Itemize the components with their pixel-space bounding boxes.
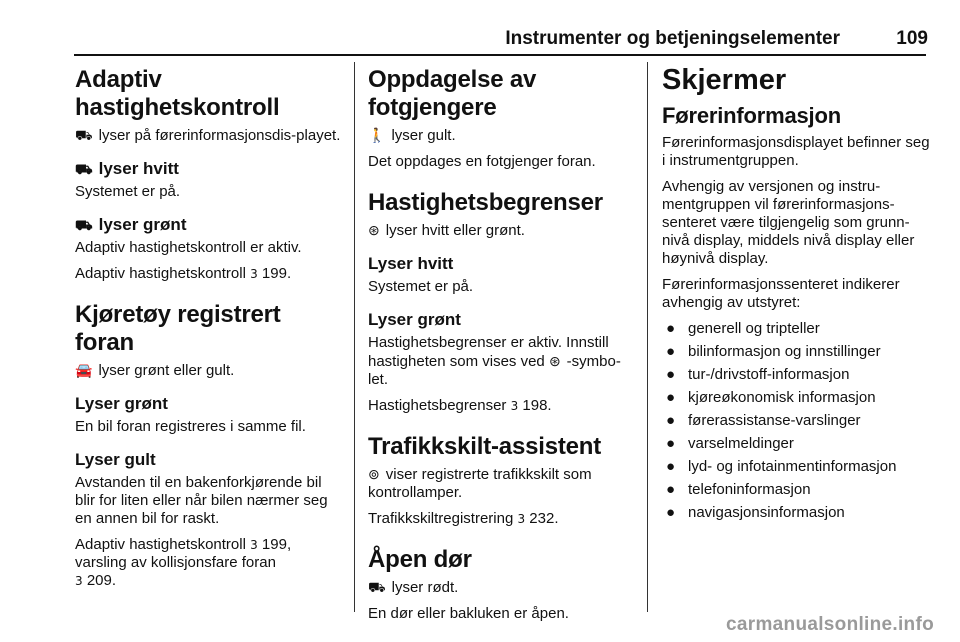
paragraph: ⊛ lyser hvitt eller grønt. (368, 222, 525, 239)
subheading: Lyser gult (75, 450, 156, 469)
door-open-icon: ⛟ (368, 579, 386, 595)
subheading: Lyser grønt (368, 310, 461, 329)
xref-arrow-icon: 3 (510, 399, 519, 413)
chapter-title: Instrumenter og betjeningselementer (505, 28, 840, 49)
section-heading: Oppdagelse av fotgjengere (368, 66, 537, 121)
column-3 (662, 62, 932, 527)
header-rule (74, 54, 926, 56)
bullet-icon: ● (666, 504, 676, 521)
subheading: Lyser hvitt (368, 254, 454, 273)
list-item: ● førerassistanse-varslinger (666, 412, 861, 429)
paragraph: Førerinformasjonssenteret indikerer avhengig av utstyret: (662, 276, 900, 311)
vehicle-ahead-icon: 🚘 (75, 362, 93, 378)
column-divider (354, 62, 355, 612)
paragraph: 🚘 lyser grønt eller gult. (75, 362, 235, 379)
subheading: Lyser grønt (75, 394, 168, 413)
xref-arrow-icon: 3 (250, 267, 258, 281)
speed-limiter-icon: ⊛ (548, 353, 561, 369)
section-heading: Førerinformasjon (662, 103, 841, 128)
paragraph: Avhengig av versjonen og instru-mentgruppen vil førerinformasjons-senteret være tilgjengelig som grunn-nivå display, middels nivå display eller høynivå display. (662, 178, 915, 267)
watermark: carmanualsonline.info (726, 614, 934, 635)
chapter-heading: Skjermer (662, 64, 787, 96)
paragraph: Hastighetsbegrenser er aktiv. Innstill hastigheten som vises ved ⊛ -symbo-let. (368, 334, 621, 388)
page-header (0, 26, 960, 54)
pedestrian-icon: 🚶 (368, 127, 386, 143)
cross-reference[interactable]: Trafikkskiltregistrering 3 232. (368, 510, 559, 527)
speed-limiter-icon: ⊛ (368, 222, 380, 238)
xref-arrow-icon: 3 (75, 574, 83, 588)
section-heading: Trafikkskilt-assistent (368, 433, 602, 460)
paragraph: Avstanden til en bakenforkjørende bil blir for liten eller når bilen nærmer seg en annen bil for raskt. (75, 474, 328, 527)
paragraph: Systemet er på. (368, 278, 474, 295)
list-item: ● generell og tripteller (666, 320, 820, 337)
bullet-icon: ● (666, 389, 676, 406)
list-item: ● navigasjonsinformasjon (666, 504, 845, 521)
list-item: ● telefoninformasjon (666, 481, 811, 498)
cross-reference[interactable]: Adaptiv hastighetskontroll 3 199, varsling av kollisjonsfare foran 3 209. (75, 536, 292, 589)
paragraph: En dør eller bakluken er åpen. (368, 605, 569, 622)
list-item: ● tur-/drivstoff-informasjon (666, 366, 850, 383)
xref-arrow-icon: 3 (250, 538, 258, 552)
section-heading: Hastighetsbegrenser (368, 189, 603, 216)
page-number: 109 (896, 28, 928, 49)
list-item: ● bilinformasjon og innstillinger (666, 343, 881, 360)
section-heading: Åpen dør (368, 546, 472, 573)
bullet-icon: ● (666, 343, 676, 360)
xref-arrow-icon: 3 (517, 512, 526, 526)
paragraph: ⛟ lyser rødt. (368, 579, 459, 596)
section-heading: Kjøretøy registrert foran (75, 301, 281, 356)
column-1 (75, 62, 345, 598)
column-divider (647, 62, 648, 612)
cruise-control-icon: ⛟ (75, 217, 93, 233)
paragraph: ⊚ viser registrerte trafikkskilt som kontrollamper. (368, 466, 592, 501)
column-2 (368, 62, 638, 631)
bullet-icon: ● (666, 320, 676, 337)
section-heading: Adaptiv hastighetskontroll (75, 66, 280, 121)
subheading: ⛟ lyser grønt (75, 215, 187, 234)
paragraph: En bil foran registreres i samme fil. (75, 418, 306, 435)
list-item: ● lyd- og infotainmentinformasjon (666, 458, 897, 475)
bullet-icon: ● (666, 412, 676, 429)
bullet-icon: ● (666, 481, 676, 498)
paragraph: Adaptiv hastighetskontroll er aktiv. (75, 239, 302, 256)
bullet-icon: ● (666, 435, 676, 452)
paragraph: ⛟ lyser på førerinformasjonsdis-playet. (75, 127, 341, 144)
list-item: ● kjøreøkonomisk informasjon (666, 389, 876, 406)
paragraph: 🚶 lyser gult. (368, 127, 456, 144)
cruise-control-icon: ⛟ (75, 127, 93, 143)
traffic-sign-icon: ⊚ (368, 466, 380, 482)
list-item: ● varselmeldinger (666, 435, 794, 452)
cross-reference[interactable]: Hastighetsbegrenser 3 198. (368, 397, 552, 414)
cross-reference[interactable]: Adaptiv hastighetskontroll 3 199. (75, 265, 292, 282)
paragraph: Det oppdages en fotgjenger foran. (368, 153, 596, 170)
cruise-control-icon: ⛟ (75, 161, 93, 177)
bullet-icon: ● (666, 366, 676, 383)
subheading: ⛟ lyser hvitt (75, 159, 179, 178)
paragraph: Systemet er på. (75, 183, 181, 200)
bullet-icon: ● (666, 458, 676, 475)
bullet-list (662, 320, 932, 522)
paragraph: Førerinformasjonsdisplayet befinner seg i instrumentgruppen. (662, 134, 930, 169)
